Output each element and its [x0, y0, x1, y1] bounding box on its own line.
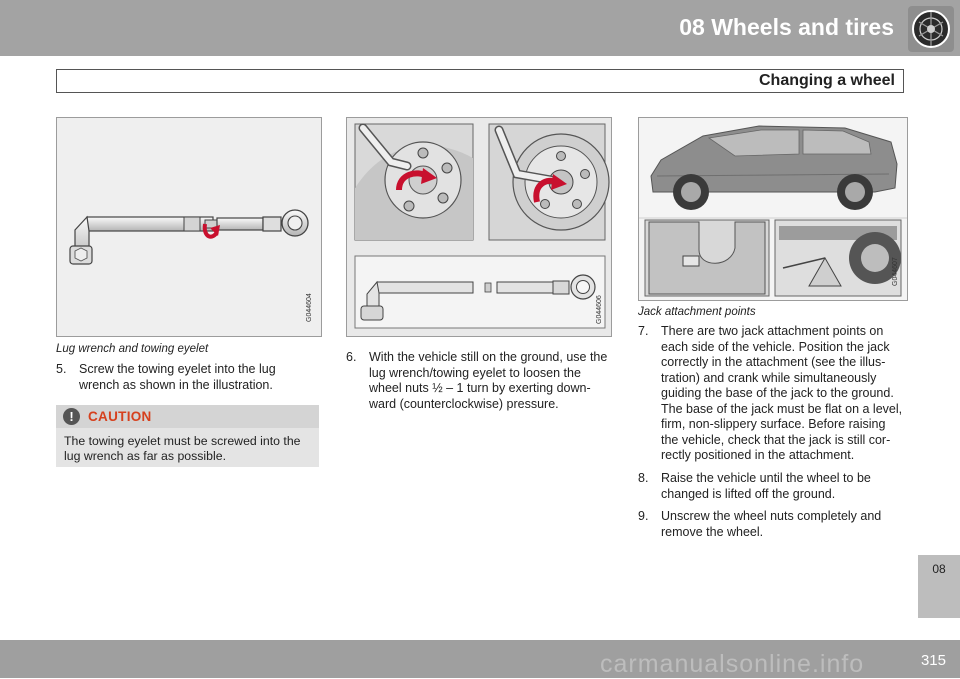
step-8 — [638, 471, 912, 503]
step-line: wheel nuts ½ – 1 turn by exerting down- — [369, 381, 591, 395]
step-line: The base of the jack must be flat on a level, — [661, 401, 903, 416]
tire-icon — [908, 6, 954, 52]
figure-caption: Jack attachment points — [638, 306, 756, 318]
step-line: lug wrench/towing eyelet to loosen the — [369, 365, 581, 380]
figure-code: G044604 — [306, 293, 313, 322]
step-line: the vehicle, check that the jack is still cor- — [661, 432, 891, 447]
step-text — [661, 471, 871, 502]
figure-caption: Lug wrench and towing eyelet — [56, 343, 209, 355]
step-line: each side of the vehicle. Position the jack — [661, 339, 890, 354]
jack-points-figure — [638, 117, 908, 301]
step-5 — [56, 362, 320, 396]
step-text — [369, 350, 607, 412]
step-line: tration) and crank while simultaneously — [661, 370, 877, 385]
lug-wrench-figure — [56, 117, 322, 337]
step-number: 9. — [638, 509, 649, 523]
section-header — [56, 69, 904, 93]
step-line: remove the wheel. — [661, 524, 764, 539]
watermark: carmanualsonline.info — [600, 650, 865, 678]
caution-label: CAUTION — [88, 409, 152, 424]
step-number: 5. — [56, 362, 67, 376]
step-line: With the vehicle still on the ground, use the — [369, 350, 608, 364]
chapter-tab-label: 08 — [932, 562, 946, 576]
step-line: rectly positioned in the attachment. — [661, 448, 855, 462]
figure-code: G044607 — [892, 257, 899, 286]
chapter-title: 08 Wheels and tires — [679, 14, 894, 40]
step-number: 7. — [638, 324, 649, 338]
header-band — [0, 0, 960, 56]
step-line: guiding the base of the jack to the ground. — [661, 386, 894, 400]
caution-box — [56, 405, 319, 467]
step-9 — [638, 509, 912, 541]
step-number: 8. — [638, 471, 649, 485]
step-line: ward (counterclockwise) pressure. — [369, 396, 559, 411]
chapter-tab — [918, 555, 960, 618]
step-line: Unscrew the wheel nuts completely and — [661, 509, 882, 523]
step-line: Raise the vehicle until the wheel to be — [661, 471, 871, 485]
loosen-nuts-illustration — [347, 118, 611, 336]
loosen-nuts-figure — [346, 117, 612, 337]
exclamation-icon: ! — [63, 408, 80, 425]
section-title: Changing a wheel — [758, 72, 895, 89]
step-line: wrench as shown in the illustration. — [79, 377, 273, 392]
step-line: correctly in the attachment (see the illus- — [661, 355, 886, 369]
caution-line: lug wrench as far as possible. — [64, 449, 226, 463]
caution-line: The towing eyelet must be screwed into the — [64, 434, 301, 448]
page-number: 315 — [920, 652, 946, 669]
step-line: Screw the towing eyelet into the lug — [79, 362, 276, 376]
lug-wrench-illustration — [57, 118, 321, 336]
figure-code: G044606 — [596, 295, 603, 324]
step-7 — [638, 324, 912, 464]
jack-points-illustration — [639, 118, 907, 300]
step-line: firm, non-slippery surface. Before raising — [661, 417, 886, 431]
step-6 — [346, 350, 618, 414]
step-line: changed is lifted off the ground. — [661, 486, 836, 501]
caution-text — [64, 434, 314, 464]
step-number: 6. — [346, 350, 357, 364]
step-text — [79, 362, 276, 393]
caution-header — [56, 405, 319, 428]
step-text — [661, 509, 881, 540]
step-line: There are two jack attachment points on — [661, 324, 884, 338]
step-text — [661, 324, 902, 464]
